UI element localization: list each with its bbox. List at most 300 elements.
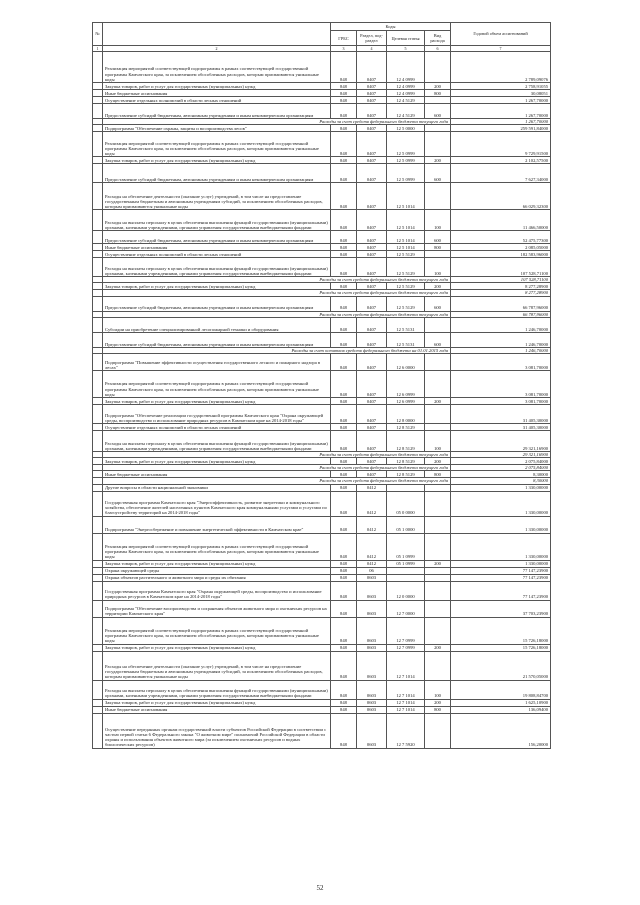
cell-amount: 1 330,00000: [451, 491, 551, 516]
cell-kind: [425, 125, 451, 132]
cell-num: [93, 104, 103, 119]
cell-section: 0407: [357, 317, 387, 332]
cell-grbs: 848: [331, 644, 357, 651]
cell-target: 12 7 0000: [387, 600, 425, 617]
cell-name: Иные бюджетные ассигнования: [103, 706, 331, 713]
cell-kind: 800: [425, 706, 451, 713]
table-row: [93, 574, 551, 581]
note-text: Расходы за счет средств федерального бюджета текущего года: [103, 277, 451, 283]
table-row: [93, 405, 551, 424]
cell-grbs: 848: [331, 132, 357, 157]
table-row: [93, 424, 551, 431]
cell-grbs: 848: [331, 424, 357, 431]
cell-grbs: 848: [331, 283, 357, 290]
page-number: 52: [316, 884, 324, 892]
header-target: Целевая статья: [387, 31, 425, 46]
cell-name: Расходы на выплаты персоналу в целях обеспечения выполнения функций государственными (муниципальными) органами, казенными учреждениями, органами управления государственными внебюджетными фондами: [103, 680, 331, 699]
cell-grbs: 848: [331, 296, 357, 311]
cell-num: [93, 458, 103, 465]
table-row: [93, 471, 551, 478]
cell-kind: 600: [425, 104, 451, 119]
cell-target: 12 5 5131: [387, 317, 425, 332]
note-amount: 66 787,96000: [451, 311, 551, 317]
cell-kind: [425, 183, 451, 210]
cell-kind: [425, 491, 451, 516]
cell-grbs: 848: [331, 258, 357, 277]
cell-kind: [425, 574, 451, 581]
cell-grbs: 848: [331, 484, 357, 491]
note-text: Расходы за счет остатков средств федерального бюджета на 01.01.2015 года: [103, 347, 451, 353]
cell-grbs: 848: [331, 706, 357, 713]
cell-num: [93, 251, 103, 258]
note-amount: 1 246,70000: [451, 347, 551, 353]
table-row: [93, 713, 551, 748]
table-row: [93, 164, 551, 183]
cell-grbs: 848: [331, 398, 357, 405]
cell-grbs: 848: [331, 431, 357, 452]
cell-target: 05 1 0999: [387, 560, 425, 567]
cell-grbs: 848: [331, 713, 357, 748]
cell-amount: 31 405,30000: [451, 405, 551, 424]
table-row: [93, 125, 551, 132]
cell-section: 0407: [357, 231, 387, 244]
table-row: [93, 258, 551, 277]
cell-section: 0407: [357, 405, 387, 424]
cell-kind: [425, 52, 451, 83]
cell-name: Иные бюджетные ассигнования: [103, 244, 331, 251]
cell-kind: 600: [425, 231, 451, 244]
cell-amount: 2 102,57500: [451, 157, 551, 164]
cell-num: [93, 90, 103, 97]
cell-grbs: 848: [331, 533, 357, 560]
cell-kind: [425, 516, 451, 533]
table-row: [93, 699, 551, 706]
cell-kind: 800: [425, 244, 451, 251]
cell-grbs: 848: [331, 90, 357, 97]
cell-amount: 77 147,23900: [451, 581, 551, 600]
cell-amount: 2 758,91055: [451, 83, 551, 90]
cell-name: Предоставление субсидий бюджетным, автономным учреждениям и иным некоммерческим организациям: [103, 296, 331, 311]
cell-kind: 200: [425, 699, 451, 706]
cell-section: 06: [357, 567, 387, 574]
cell-section: 0407: [357, 354, 387, 371]
cell-amount: 77 147,23900: [451, 567, 551, 574]
cell-grbs: 848: [331, 317, 357, 332]
note-amount: 8,30000: [451, 478, 551, 484]
cell-num: [93, 600, 103, 617]
cell-amount: 156,20000: [451, 713, 551, 748]
cell-section: 0603: [357, 617, 387, 644]
cell-name: Реализация мероприятий соответствующей подпрограммы в рамках соответствующей государственной программы Камчатского края, за исключением обособленных расходов, которым присваиваются уникальные коды: [103, 371, 331, 398]
cell-num: [93, 132, 103, 157]
table-row: [93, 680, 551, 699]
cell-grbs: 848: [331, 125, 357, 132]
cell-grbs: 848: [331, 97, 357, 104]
note-amount: 2 075,84000: [451, 465, 551, 471]
cell-amount: 2 075,84000: [451, 458, 551, 465]
cell-name: Закупка товаров, работ и услуг для государственных (муниципальных) нужд: [103, 157, 331, 164]
table-row: [93, 581, 551, 600]
cell-amount: 136,09400: [451, 706, 551, 713]
cell-grbs: 848: [331, 617, 357, 644]
table-row: [93, 210, 551, 231]
cell-section: 0603: [357, 600, 387, 617]
cell-num: [93, 164, 103, 183]
cell-num: [93, 157, 103, 164]
cell-kind: 200: [425, 157, 451, 164]
table-row: [93, 491, 551, 516]
cell-num: [93, 484, 103, 491]
cell-num: [93, 125, 103, 132]
cell-amount: 21 570,05000: [451, 651, 551, 680]
cell-target: 12 5 0999: [387, 132, 425, 157]
note-text: Расходы за счет средств федерального бюджета текущего года: [103, 290, 451, 296]
cell-grbs: 848: [331, 581, 357, 600]
cell-amount: 30,08051: [451, 90, 551, 97]
cell-amount: 3 081,70000: [451, 371, 551, 398]
cell-target: 12 7 1014: [387, 699, 425, 706]
header-amount: Годовой объем ассигнований: [451, 23, 551, 46]
cell-target: 12 4 5129: [387, 97, 425, 104]
cell-target: 12 0 0000: [387, 581, 425, 600]
cell-kind: [425, 713, 451, 748]
cell-target: 12 4 0999: [387, 52, 425, 83]
cell-num: [93, 371, 103, 398]
cell-name: Предоставление субсидий бюджетным, автономным учреждениям и иным некоммерческим организациям: [103, 104, 331, 119]
cell-num: [93, 354, 103, 371]
cell-name: Закупка товаров, работ и услуг для государственных (муниципальных) нужд: [103, 398, 331, 405]
cell-name: Иные бюджетные ассигнования: [103, 90, 331, 97]
cell-amount: 9 729,91500: [451, 132, 551, 157]
table-row: [93, 644, 551, 651]
cell-section: 0407: [357, 52, 387, 83]
cell-kind: [425, 405, 451, 424]
header-kind: Вид расхода: [425, 31, 451, 46]
table-row: [93, 651, 551, 680]
cell-grbs: 848: [331, 354, 357, 371]
cell-kind: [425, 484, 451, 491]
cell-target: 12 7 1014: [387, 706, 425, 713]
cell-target: 12 6 0000: [387, 354, 425, 371]
cell-amount: 37 703,23900: [451, 600, 551, 617]
cell-section: 0603: [357, 699, 387, 706]
cell-section: 0407: [357, 244, 387, 251]
cell-section: 0407: [357, 258, 387, 277]
cell-kind: [425, 132, 451, 157]
cell-name: Осуществление отдельных полномочий в области лесных отношений: [103, 97, 331, 104]
cell-num: [93, 231, 103, 244]
cell-grbs: 848: [331, 567, 357, 574]
column-index: 6: [425, 46, 451, 52]
cell-amount: 1 267,70000: [451, 104, 551, 119]
cell-amount: 8,30000: [451, 471, 551, 478]
table-row: [93, 317, 551, 332]
cell-kind: [425, 617, 451, 644]
table-row: [93, 52, 551, 83]
cell-num: [93, 581, 103, 600]
cell-section: 0407: [357, 471, 387, 478]
cell-amount: 19 808,84700: [451, 680, 551, 699]
cell-num: [93, 471, 103, 478]
cell-section: 0412: [357, 516, 387, 533]
cell-num: [93, 516, 103, 533]
note-text: Расходы за счет средств федерального бюджета текущего года: [103, 119, 451, 125]
cell-amount: 2 085,05000: [451, 244, 551, 251]
cell-section: 0603: [357, 713, 387, 748]
cell-grbs: 848: [331, 699, 357, 706]
cell-section: 0407: [357, 183, 387, 210]
table-row: [93, 533, 551, 560]
cell-target: 12 5 1014: [387, 183, 425, 210]
cell-kind: [425, 251, 451, 258]
cell-amount: 1 330,00000: [451, 516, 551, 533]
cell-section: 0603: [357, 644, 387, 651]
table-row: [93, 251, 551, 258]
cell-kind: 100: [425, 258, 451, 277]
cell-name: Подпрограмма "Повышение эффективности осуществления государственного лесного и пожарного надзора в лесах": [103, 354, 331, 371]
cell-num: [93, 567, 103, 574]
cell-target: 12 8 0000: [387, 405, 425, 424]
header-section: Раздел, под-раздел: [357, 31, 387, 46]
table-row: [93, 560, 551, 567]
cell-target: 12 7 1014: [387, 680, 425, 699]
cell-target: 12 5 0000: [387, 125, 425, 132]
cell-name: Подпрограмма "Обеспечение реализации государственной программы Камчатского края "Охрана окружающей среды, воспроизводство и использование природных ресурсов в Камчатском крае на 2014-2018 годы": [103, 405, 331, 424]
column-index: 3: [331, 46, 357, 52]
cell-name: Реализация мероприятий соответствующей подпрограммы в рамках соответствующей государственной программы Камчатского края, за исключением обособленных расходов, которым присваиваются уникальные коды: [103, 132, 331, 157]
cell-name: Субсидии на приобретение специализированной лесопожарной техники и оборудования: [103, 317, 331, 332]
cell-kind: [425, 317, 451, 332]
cell-grbs: 848: [331, 574, 357, 581]
cell-num: [93, 317, 103, 332]
cell-name: Государственная программа Камчатского края "Энергоэффективность, развитие энергетики и коммунального хозяйства, обеспечение жителей населенных пунктов Камчатского края коммунальными услугами и услугами по благоустройству территорий на 2014-2018 годы": [103, 491, 331, 516]
cell-target: 12 5 1014: [387, 231, 425, 244]
table-row: [93, 231, 551, 244]
table-row: [93, 283, 551, 290]
cell-grbs: 848: [331, 600, 357, 617]
cell-kind: [425, 354, 451, 371]
cell-target: 12 7 0999: [387, 617, 425, 644]
cell-target: 12 8 5129: [387, 431, 425, 452]
cell-target: 05 1 0999: [387, 533, 425, 560]
table-row: [93, 354, 551, 371]
cell-name: Осуществление отдельных полномочий в области лесных отношений: [103, 424, 331, 431]
cell-name: Закупка товаров, работ и услуг для государственных (муниципальных) нужд: [103, 644, 331, 651]
cell-section: 0412: [357, 533, 387, 560]
cell-target: 12 8 5129: [387, 458, 425, 465]
cell-name: Государственная программа Камчатского края "Охрана окружающей среды, воспроизводство и использование природных ресурсов в Камчатском крае на 2014-2018 годы": [103, 581, 331, 600]
cell-kind: 100: [425, 431, 451, 452]
cell-num: [93, 424, 103, 431]
cell-name: Расходы на обеспечение деятельности (оказание услуг) учреждений, в том числе на предоставление государственным бюджетным и автономным учреждениям субсидий, за исключением обособленных расходов, которым присваиваются уникальные коды: [103, 651, 331, 680]
cell-num: [93, 258, 103, 277]
cell-target: 12 5 0999: [387, 164, 425, 183]
cell-name: Охрана окружающей среды: [103, 567, 331, 574]
cell-grbs: 848: [331, 651, 357, 680]
cell-amount: 31 405,30000: [451, 424, 551, 431]
cell-num: [93, 332, 103, 347]
cell-amount: 11 466,50000: [451, 210, 551, 231]
cell-amount: 29 321,16900: [451, 431, 551, 452]
cell-kind: [425, 371, 451, 398]
cell-kind: [425, 424, 451, 431]
cell-section: 0407: [357, 283, 387, 290]
cell-amount: 107 528,71100: [451, 258, 551, 277]
table-row: [93, 132, 551, 157]
table-row: [93, 332, 551, 347]
cell-section: 0407: [357, 157, 387, 164]
cell-kind: 200: [425, 644, 451, 651]
cell-section: 0603: [357, 581, 387, 600]
cell-num: [93, 210, 103, 231]
note-text: Расходы за счет средств федерального бюджета текущего года: [103, 478, 451, 484]
cell-section: 0407: [357, 332, 387, 347]
column-index: 7: [451, 46, 551, 52]
cell-kind: [425, 581, 451, 600]
cell-amount: 66 787,96000: [451, 296, 551, 311]
cell-amount: 1 267,70000: [451, 97, 551, 104]
table-row: [93, 706, 551, 713]
cell-name: Подпрограмма "Обеспечение охраны, защиты и воспроизводства лесов": [103, 125, 331, 132]
cell-grbs: 848: [331, 405, 357, 424]
cell-name: Расходы на выплаты персоналу в целях обеспечения выполнения функций государственными (муниципальными) органами, казенными учреждениями, органами управления государственными внебюджетными фондами: [103, 258, 331, 277]
header-codes: Коды: [331, 23, 451, 31]
cell-kind: 600: [425, 164, 451, 183]
cell-grbs: 848: [331, 157, 357, 164]
table-row: [93, 458, 551, 465]
cell-target: 12 8 5129: [387, 471, 425, 478]
cell-kind: [425, 533, 451, 560]
header-name: [103, 23, 331, 46]
cell-grbs: 848: [331, 164, 357, 183]
column-index: 4: [357, 46, 387, 52]
cell-target: [387, 574, 425, 581]
cell-amount: 15 726,18000: [451, 644, 551, 651]
cell-name: Закупка товаров, работ и услуг для государственных (муниципальных) нужд: [103, 283, 331, 290]
cell-target: 12 4 0999: [387, 90, 425, 97]
cell-target: 12 7 1014: [387, 651, 425, 680]
cell-name: Предоставление субсидий бюджетным, автономным учреждениям и иным некоммерческим организациям: [103, 231, 331, 244]
cell-num: [93, 706, 103, 713]
cell-kind: 200: [425, 283, 451, 290]
table-body: [93, 52, 551, 749]
cell-grbs: 848: [331, 680, 357, 699]
table-row: [93, 296, 551, 311]
cell-section: 0412: [357, 560, 387, 567]
cell-section: 0407: [357, 90, 387, 97]
cell-name: Расходы на выплаты персоналу в целях обеспечения выполнения функций государственными (муниципальными) органами, казенными учреждениями, органами управления государственными внебюджетными фондами: [103, 210, 331, 231]
cell-target: 12 4 0999: [387, 83, 425, 90]
cell-name: Подпрограмма "Обеспечение воспроизводства и сохранения объектов животного мира и охотничьих ресурсов на территории Камчатского края": [103, 600, 331, 617]
header-grbs: ГРБС: [331, 31, 357, 46]
cell-kind: [425, 567, 451, 574]
cell-amount: 1 330,00000: [451, 560, 551, 567]
note-text: Расходы за счет средств федерального бюджета текущего года: [103, 465, 451, 471]
cell-num: [93, 405, 103, 424]
cell-target: 05 1 0000: [387, 516, 425, 533]
cell-kind: [425, 600, 451, 617]
cell-num: [93, 97, 103, 104]
cell-grbs: 848: [331, 458, 357, 465]
cell-target: 12 5 0999: [387, 157, 425, 164]
cell-grbs: 848: [331, 244, 357, 251]
table-row: [93, 90, 551, 97]
cell-grbs: 848: [331, 83, 357, 90]
cell-num: [93, 244, 103, 251]
cell-num: [93, 283, 103, 290]
cell-section: 0407: [357, 83, 387, 90]
table-row: [93, 183, 551, 210]
cell-kind: 800: [425, 471, 451, 478]
cell-amount: 1 246,70000: [451, 317, 551, 332]
cell-target: 12 6 0999: [387, 371, 425, 398]
cell-num: [93, 52, 103, 83]
cell-amount: 182 583,96000: [451, 251, 551, 258]
cell-section: 0412: [357, 484, 387, 491]
cell-name: Расходы на выплаты персоналу в целях обеспечения выполнения функций государственными (муниципальными) органами, казенными учреждениями, органами управления государственными внебюджетными фондами: [103, 431, 331, 452]
cell-grbs: 848: [331, 52, 357, 83]
cell-num: [93, 617, 103, 644]
cell-name: Закупка товаров, работ и услуг для государственных (муниципальных) нужд: [103, 458, 331, 465]
note-amount: 1 267,70000: [451, 119, 551, 125]
cell-num: [93, 183, 103, 210]
cell-section: 0407: [357, 97, 387, 104]
cell-name: Предоставление субсидий бюджетным, автономным учреждениям и иным некоммерческим организациям: [103, 332, 331, 347]
cell-kind: 200: [425, 398, 451, 405]
cell-target: 12 4 5129: [387, 104, 425, 119]
cell-amount: 7 627,34000: [451, 164, 551, 183]
cell-grbs: 848: [331, 183, 357, 210]
cell-section: 0407: [357, 132, 387, 157]
cell-target: 12 5 5131: [387, 332, 425, 347]
cell-amount: 52 475,77300: [451, 231, 551, 244]
cell-name: Расходы на обеспечение деятельности (оказание услуг) учреждений, в том числе на предоставление государственным бюджетным и автономным учреждениям субсидий, за исключением обособленных расходов, которым присваиваются уникальные коды: [103, 183, 331, 210]
cell-section: 0407: [357, 296, 387, 311]
cell-target: 05 0 0000: [387, 491, 425, 516]
cell-target: 12 5 5129: [387, 251, 425, 258]
cell-amount: 66 029,32300: [451, 183, 551, 210]
cell-target: 12 6 0999: [387, 398, 425, 405]
cell-target: 12 8 5129: [387, 424, 425, 431]
table-row: [93, 617, 551, 644]
cell-kind: 100: [425, 680, 451, 699]
cell-kind: 600: [425, 332, 451, 347]
cell-name: Другие вопросы в области национальной экономики: [103, 484, 331, 491]
cell-section: 0407: [357, 431, 387, 452]
column-index: 1: [93, 46, 103, 52]
table-row: [93, 157, 551, 164]
cell-num: [93, 680, 103, 699]
cell-num: [93, 83, 103, 90]
budget-table-sheet: [92, 22, 550, 749]
table-row: [93, 97, 551, 104]
cell-section: 0603: [357, 706, 387, 713]
cell-kind: 200: [425, 83, 451, 90]
cell-grbs: 848: [331, 104, 357, 119]
cell-section: 0407: [357, 210, 387, 231]
cell-grbs: 848: [331, 371, 357, 398]
cell-section: 0407: [357, 398, 387, 405]
cell-grbs: 848: [331, 471, 357, 478]
note-amount: 8 277,28900: [451, 290, 551, 296]
cell-section: 0407: [357, 164, 387, 183]
table-row: [93, 371, 551, 398]
table-row: [93, 104, 551, 119]
cell-grbs: 848: [331, 491, 357, 516]
cell-num: [93, 296, 103, 311]
cell-amount: 1 330,00000: [451, 533, 551, 560]
cell-target: 12 5 1014: [387, 210, 425, 231]
